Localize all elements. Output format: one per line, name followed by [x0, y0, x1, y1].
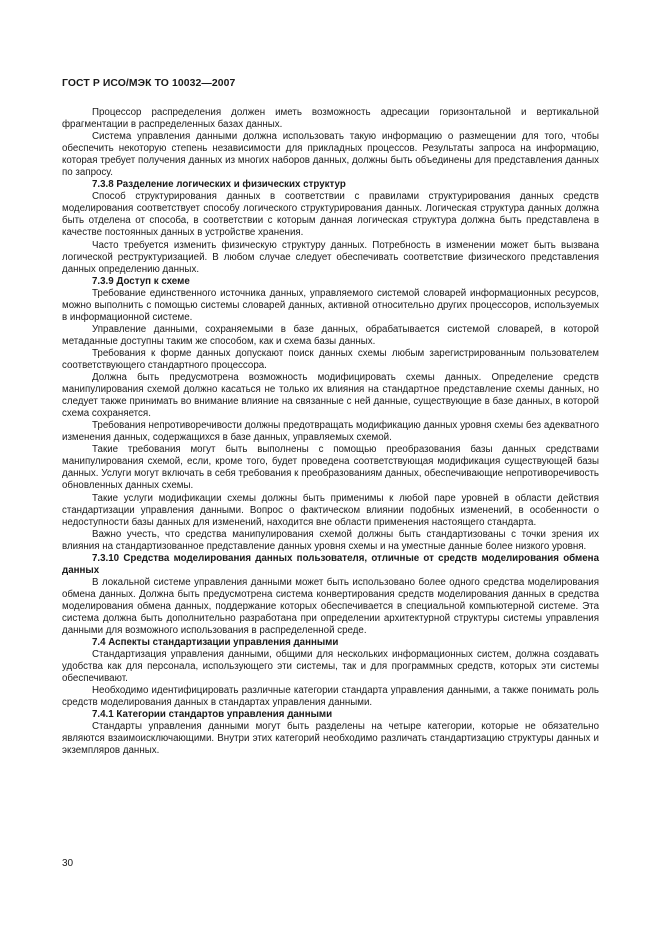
paragraph: Требования к форме данных допускают поиск данных схемы любым зарегистрированным пользователем соответствующего стандартного процессора.: [62, 347, 599, 371]
section-heading-7-3-9: 7.3.9 Доступ к схеме: [92, 275, 190, 287]
paragraph: Стандарты управления данными могут быть разделены на четыре категории, которые не обязательно являются взаимоисключающими. Внутри этих категорий необходимо различать стандартизацию структуры данных и экземпляров данных.: [62, 721, 599, 757]
paragraph: Управление данными, сохраняемыми в базе данных, обрабатывается системой словарей, в которой метаданные доступны таким же способом, как и схема базы данных.: [62, 323, 599, 347]
section-heading-7-3-8: 7.3.8 Разделение логических и физических структур: [92, 179, 346, 191]
section-heading-7-3-10: 7.3.10 Средства моделирования данных пользователя, отличные от средств моделирования обмена данных: [62, 552, 599, 576]
standard-designation: ГОСТ Р ИСО/МЭК ТО 10032—2007: [62, 78, 236, 89]
page-number: 30: [62, 858, 74, 869]
paragraph: Система управления данными должна использовать такую информацию о размещении для того, чтобы обеспечить некоторую степень независимости для прикладных процессов. Результаты запроса на информацию, которая требует получения данных из многих наборов данных, должны быть объединены для представления данных по запросу.: [62, 131, 599, 179]
paragraph: Способ структурирования данных в соответствии с правилами структурирования данных средств моделирования соответствует способу логического структурирования данных. Логическая структура данных должна быть отделена от способа, в соответствии с которым данная логическая структура должна быть представлена в качестве постоянных данных в устройстве хранения.: [62, 191, 599, 239]
paragraph: Часто требуется изменить физическую структуру данных. Потребность в изменении может быть вызвана логической реструктуризацией. В любом случае следует обеспечивать соответствие физического представления данных определению данных.: [62, 239, 599, 275]
paragraph: Требования непротиворечивости должны предотвращать модификацию данных уровня схемы без адекватного изменения данных, содержащихся в базе данных, управляемых схемой.: [62, 420, 599, 444]
paragraph: Важно учесть, что средства манипулирования схемой должны быть стандартизованы с точки зрения их влияния на стандартизованное представление данных уровня схемы и на уместные данные более низкого уровня.: [62, 528, 599, 552]
body-text: [62, 107, 599, 758]
section-heading-7-4-1: 7.4.1 Категории стандартов управления данными: [92, 709, 333, 721]
paragraph: Должна быть предусмотрена возможность модифицировать схемы данных. Определение средств манипулирования схемой должно касаться не только их влияния на стандартное представление схемы данных, но следует также принимать во внимание влияние на связанные с ней данные, существующие в базе данных, в которой схема сохраняется.: [62, 372, 599, 420]
section-heading-7-4: 7.4 Аспекты стандартизации управления данными: [92, 637, 339, 649]
paragraph: Такие требования могут быть выполнены с помощью преобразования базы данных средствами манипулирования схемой, если, кроме того, будет проведена соответствующая модификация существующей базы данных. Услуги могут включать в себя требования к преобразованиям данных, обеспечивающие непротиворечивость обновленных данных схемы.: [62, 444, 599, 492]
paragraph: Требование единственного источника данных, управляемого системой словарей информационных ресурсов, можно выполнить с помощью системы словарей данных, активной относительно других процессоров, используемых в информационной системе.: [62, 287, 599, 323]
paragraph: Процессор распределения должен иметь возможность адресации горизонтальной и вертикальной фрагментации в распределенных базах данных.: [62, 107, 599, 131]
paragraph: Необходимо идентифицировать различные категории стандарта управления данными, а также понимать роль средств моделирования данных в стандартах управления данными.: [62, 685, 599, 709]
paragraph: Такие услуги модификации схемы должны быть применимы к любой паре уровней в области действия стандартизации управления данными. Вопрос о фактическом влиянии подобных изменений, в особенности о недоступности базы данных для изменений, находится вне области применения настоящего стандарта.: [62, 492, 599, 528]
paragraph: В локальной системе управления данными может быть использовано более одного средства моделирования обмена данных. Должна быть предусмотрена система конвертирования средств моделирования данных в средства моделирования обмена данных, поддержание которых обеспечивается в специальной компьютерной системе. Эта система должна быть дополнительно разработана при определении архитектурной структуры системы управления данными для возможного использования в распределенной среде.: [62, 576, 599, 637]
paragraph: Стандартизация управления данными, общими для нескольких информационных систем, должна создавать удобства как для персонала, использующего эти системы, так и для программных средств, которых эти системы обеспечивают.: [62, 649, 599, 685]
